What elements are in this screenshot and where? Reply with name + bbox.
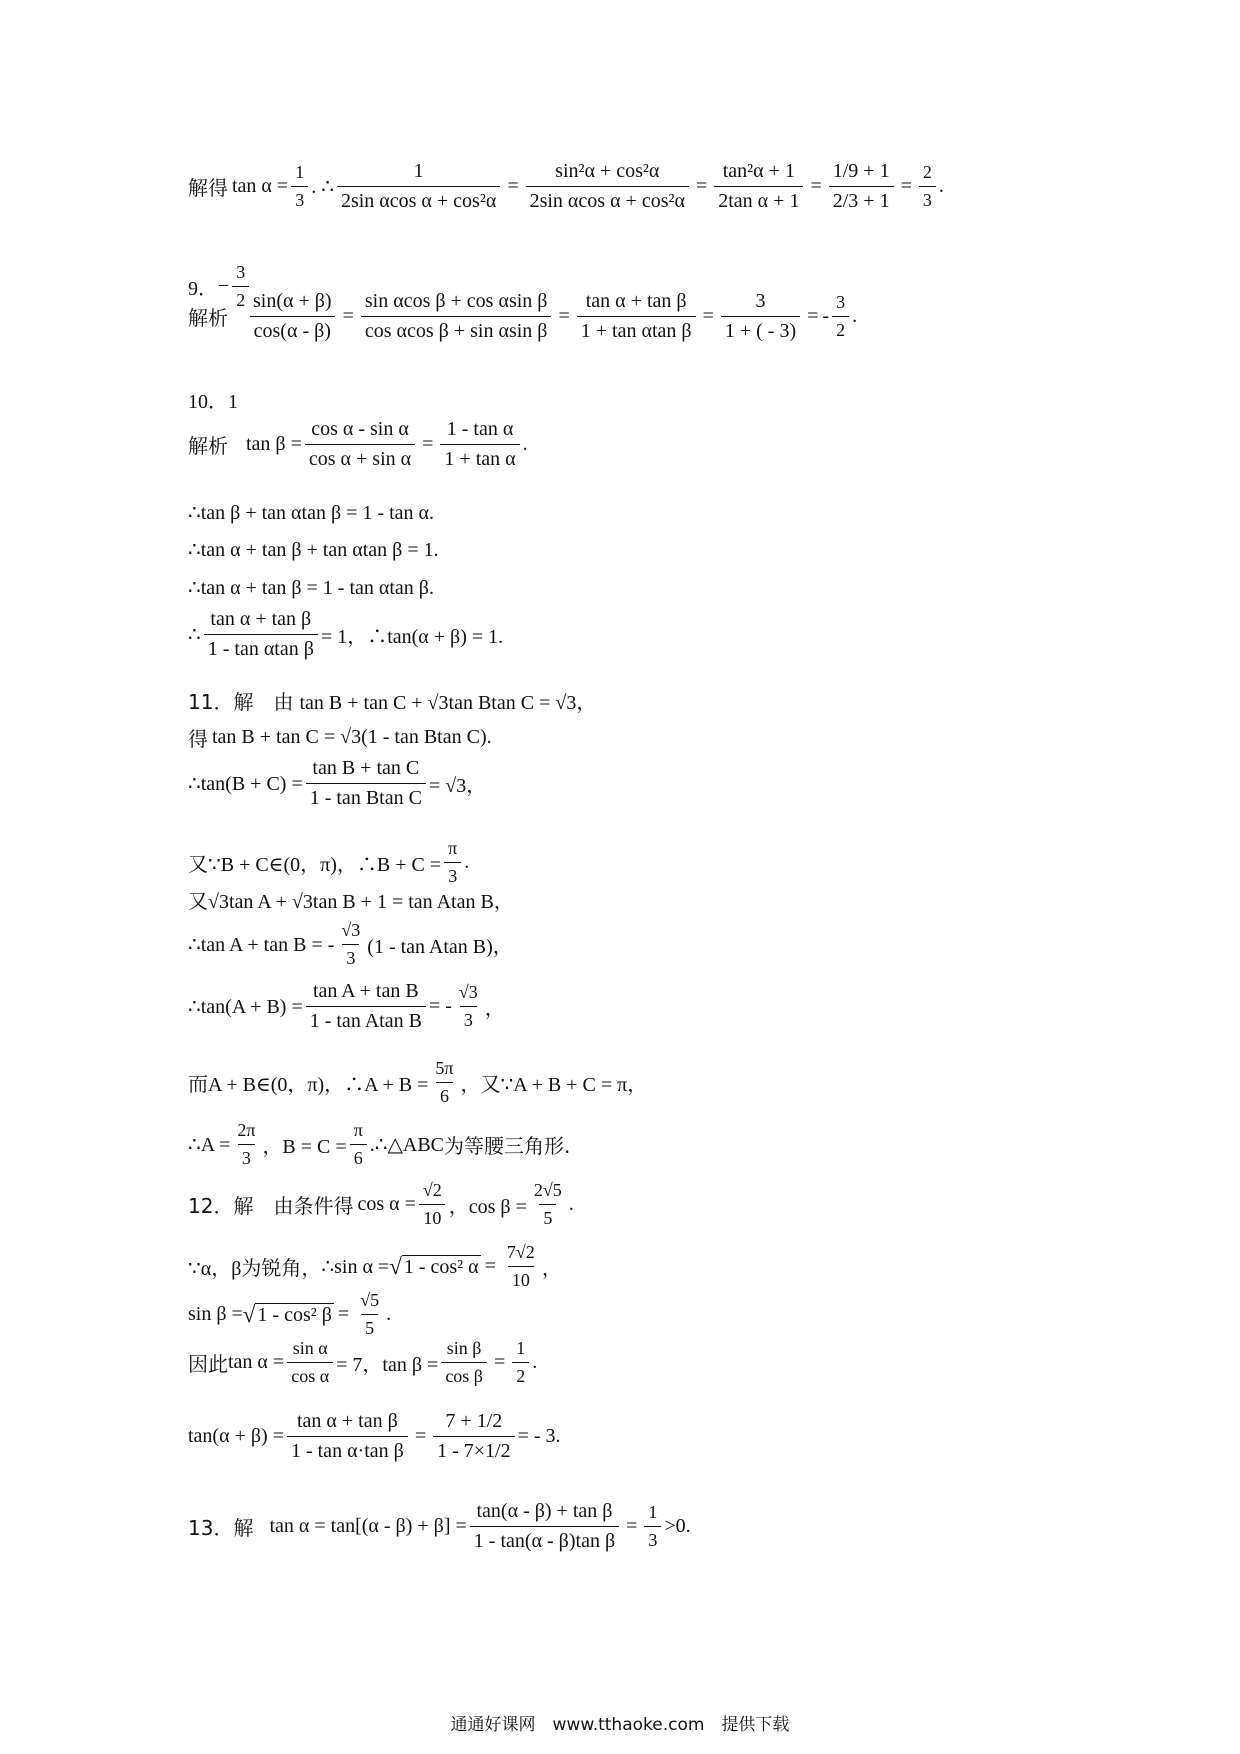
fraction: $\frac{\text{sin²α + cos²α}}{\text{2sin αcos α + cos²α}}$ xyxy=(526,160,689,213)
q11-line-1: 11．解 由 tan B + tan C + √3tan Btan C = √3， xyxy=(188,690,597,714)
fraction: $\frac{\text{1 - tan α}}{\text{1 + tan α}}$ xyxy=(440,418,519,471)
square-root: √ 1 - cos² α xyxy=(389,1253,479,1279)
square-root: √ 1 - cos² β xyxy=(242,1301,332,1327)
q11-line-8: 而 A + B∈(0，π)，∴A + B = $\frac{5\pi}{6}$ ，又 ∵A + B + C = π， xyxy=(188,1058,648,1106)
fraction: $\frac{√3}{3}$ xyxy=(458,982,478,1030)
fraction: $\frac{1}{3}$ xyxy=(644,1502,661,1550)
fraction: $\frac{\text{sin α}}{\text{cos α}}$ xyxy=(287,1338,333,1386)
q12-line-2: ∵α，β 为锐角， ∴sin α = √ 1 - cos² α = $\frac{7√2}{10}$ ， xyxy=(188,1242,562,1290)
q11-line-9: ∴A = $\frac{2\pi}{3}$ ，B = C = $\frac{\pi}{6}$ .∴△ABC 为等腰三角形. xyxy=(188,1120,571,1168)
fraction: $\frac{3}{1 + ( - 3)}$ xyxy=(721,290,800,343)
fraction: $\frac{√3}{3}$ xyxy=(341,920,361,968)
fraction: $\frac{2√5}{5}$ xyxy=(533,1180,562,1228)
fraction: $\frac{√5}{5}$ xyxy=(360,1290,380,1338)
q11-line-4: 又 ∵B + C∈(0，π)，∴B + C = $\frac{\pi}{3}$ . xyxy=(188,838,470,886)
fraction: $\frac{\pi}{3}$ xyxy=(444,838,461,886)
fraction: $\frac{\text{sin β}}{\text{cos β}}$ xyxy=(441,1338,487,1386)
q10-analysis: 解析 tan β = $\frac{\text{cos α - sin α}}{\text{cos α + sin α}}$ = $\frac{\text{1 - tan α}}{\text{1 + tan α}}$ . xyxy=(188,418,528,470)
q10-answer: 10．1 xyxy=(188,391,238,413)
fraction: $\frac{1/9 + 1}{2/3 + 1}$ xyxy=(829,160,894,213)
q12-line-5: tan(α + β) = $\frac{\text{tan α + tan β}}{\text{1 - tan α·tan β}}$ = $\frac{7 + 1/2}{1 - 7\times 1/2}$ = - 3. xyxy=(188,1410,561,1462)
q12-line-1: 12．解 由条件得 cos α = $\frac{√2}{10}$ ，cos β = $\frac{2√5}{5}$ . xyxy=(188,1180,574,1228)
fraction: $\frac{\text{sin αcos β + cos αsin β}}{\text{cos αcos β + sin αsin β}}$ xyxy=(361,290,552,343)
q11-line-3: ∴tan(B + C) = $\frac{\text{tan B + tan C}}{\text{1 - tan Btan C}}$ = √3， xyxy=(188,757,487,809)
fraction: $\frac{3}{2}$ xyxy=(232,262,249,310)
q10-step-4: ∴ $\frac{\text{tan α + tan β}}{\text{1 - tan αtan β}}$ = 1，∴tan(α + β) = 1. xyxy=(188,608,504,660)
fraction: $\frac{\text{tan²α + 1}}{\text{2tan α + 1}}$ xyxy=(714,160,803,213)
fraction: $\frac{\text{tan B + tan C}}{\text{1 - tan Btan C}}$ xyxy=(306,757,426,810)
q10-step-2: ∴tan α + tan β + tan αtan β = 1. xyxy=(188,539,439,561)
fraction: $\frac{\text{tan(α - β) + tan β}}{\text{1 - tan(α - β)tan β}}$ xyxy=(470,1500,619,1553)
fraction: $\frac{\text{tan α + tan β}}{\text{1 - tan α·tan β}}$ xyxy=(287,1410,408,1463)
fraction: $\frac{1}{2}$ xyxy=(512,1338,529,1386)
fraction: $\frac{1}{\text{2sin αcos α + cos²α}}$ xyxy=(337,160,500,213)
fraction: $\frac{5\pi}{6}$ xyxy=(435,1058,454,1106)
q11-line-6: ∴tan A + tan B = - $\frac{√3}{3}$ (1 - tan Atan B)， xyxy=(188,920,513,968)
fraction: $\frac{7 + 1/2}{1 - 7\times 1/2}$ xyxy=(433,1410,515,1463)
fraction: $\frac{2\pi}{3}$ xyxy=(237,1120,256,1168)
fraction: $\frac{\text{cos α - sin α}}{\text{cos α + sin α}}$ xyxy=(305,418,415,471)
fraction: $\frac{\sin(\alpha + \beta)}{\cos(\alpha - \beta)}$ xyxy=(249,290,336,343)
q12-line-4: 因此 tan α = $\frac{\text{sin α}}{\text{cos α}}$ = 7，tan β = $\frac{\text{sin β}}{\text{cos β}}$ = $\frac{1}{2}$ . xyxy=(188,1338,538,1386)
fraction: $\frac{\text{tan α + tan β}}{\text{1 + tan αtan β}}$ xyxy=(577,290,696,343)
q11-line-7: ∴tan(A + B) = $\frac{\text{tan A + tan B}}{\text{1 - tan Atan B}}$ = - $\frac{√3}{3}$ ， xyxy=(188,980,505,1032)
line-1: 解得 tan α = $\frac{1}{3}$ . ∴ $\frac{1}{\text{2sin αcos α + cos²α}}$ = $\frac{\text{sin²α + cos²α}}{\text{2sin αcos α + cos²α}}$ = $\frac{\text{tan²α + 1}}{\text{2tan α + 1}}$ = $\frac{1/9 + 1}{2/3 + 1}$ = $\frac{2}{3}$ . xyxy=(188,160,944,212)
q12-line-3: sin β = √ 1 - cos² β = $\frac{√5}{5}$ . xyxy=(188,1290,392,1338)
fraction: $\frac{3}{2}$ xyxy=(832,292,849,340)
fraction: $\frac{\text{tan A + tan B}}{\text{1 - tan Atan B}}$ xyxy=(306,980,426,1033)
q9-answer: 9． − $\frac{3}{2}$ xyxy=(188,262,252,310)
q11-line-5: 又 √3tan A + √3tan B + 1 = tan Atan B， xyxy=(188,889,514,913)
q10-step-1: ∴tan β + tan αtan β = 1 - tan α. xyxy=(188,502,434,524)
fraction: $\frac{7√2}{10}$ xyxy=(506,1242,535,1290)
fraction: $\frac{\pi}{6}$ xyxy=(350,1120,367,1168)
fraction: $\frac{2}{3}$ xyxy=(919,162,936,210)
q10-step-3: ∴tan α + tan β = 1 - tan αtan β. xyxy=(188,577,434,599)
fraction: $\frac{√2}{10}$ xyxy=(419,1180,446,1228)
q13-line-1: 13．解 tan α = tan[(α - β) + β] = $\frac{\text{tan(α - β) + tan β}}{\text{1 - tan(α - β)tan β}}$ = $\frac{1}{3}$ >0. xyxy=(188,1500,691,1552)
fraction: $\frac{\text{tan α + tan β}}{\text{1 - tan αtan β}}$ xyxy=(204,608,318,661)
q9-analysis: 解析 $\frac{\sin(\alpha + \beta)}{\cos(\alpha - \beta)}$ = $\frac{\text{sin αcos β + cos αsin β}}{\text{cos αcos β + sin αsin β}}$ = $\frac{\text{tan α + tan β}}{\text{1 + tan αtan β}}$ = $\frac{3}{1 + ( - 3)}$ = - $\frac{3}{2}$ . xyxy=(188,290,858,342)
fraction: $\frac{1}{3}$ xyxy=(291,162,308,210)
q11-line-2: 得 tan B + tan C = √3(1 - tan Btan C). xyxy=(188,726,492,751)
page-footer: 通通好课网 www.tthaoke.com 提供下载 xyxy=(450,1715,790,1735)
